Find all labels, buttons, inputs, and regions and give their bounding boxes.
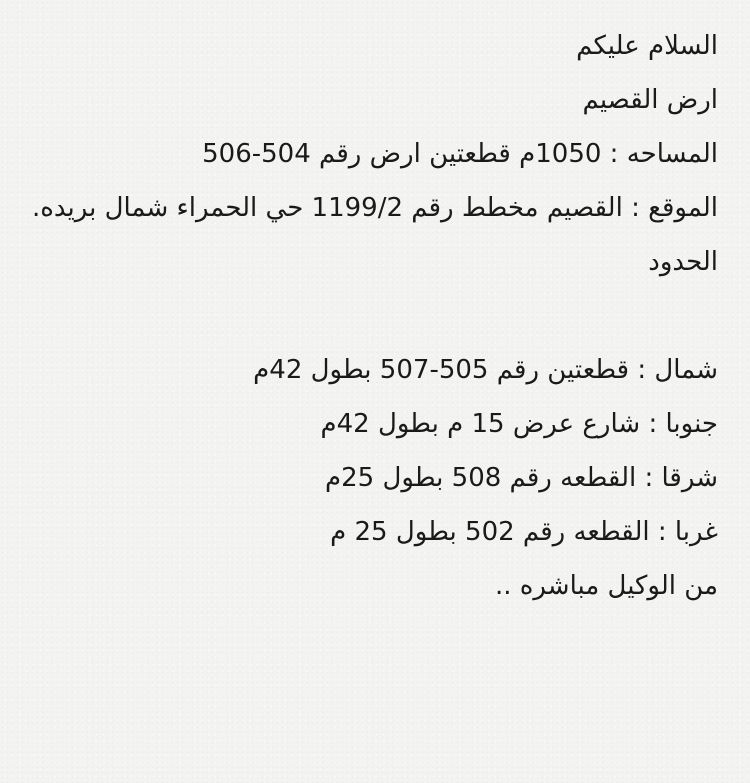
- south-boundary-line: جنوبا : شارع عرض 15 م بطول 42م: [320, 409, 718, 439]
- blank-line: [28, 289, 718, 343]
- west-boundary-line: غربا : القطعه رقم 502 بطول 25 م: [330, 517, 718, 547]
- greeting-line: السلام عليكم: [576, 31, 718, 61]
- east-boundary-line: شرقا : القطعه رقم 508 بطول 25م: [325, 463, 718, 493]
- note-body[interactable]: [28, 19, 718, 613]
- area-line: المساحه : 1050م قطعتين ارض رقم 504-506: [202, 139, 718, 169]
- north-boundary-line: شمال : قطعتين رقم 505-507 بطول 42م: [253, 355, 718, 385]
- boundaries-heading: الحدود: [648, 247, 718, 277]
- location-line: الموقع : القصيم مخطط رقم 1199/2 حي الحمراء شمال بريده.: [32, 193, 718, 223]
- title-line: ارض القصيم: [582, 85, 718, 115]
- closing-line: من الوكيل مباشره ..: [495, 571, 718, 601]
